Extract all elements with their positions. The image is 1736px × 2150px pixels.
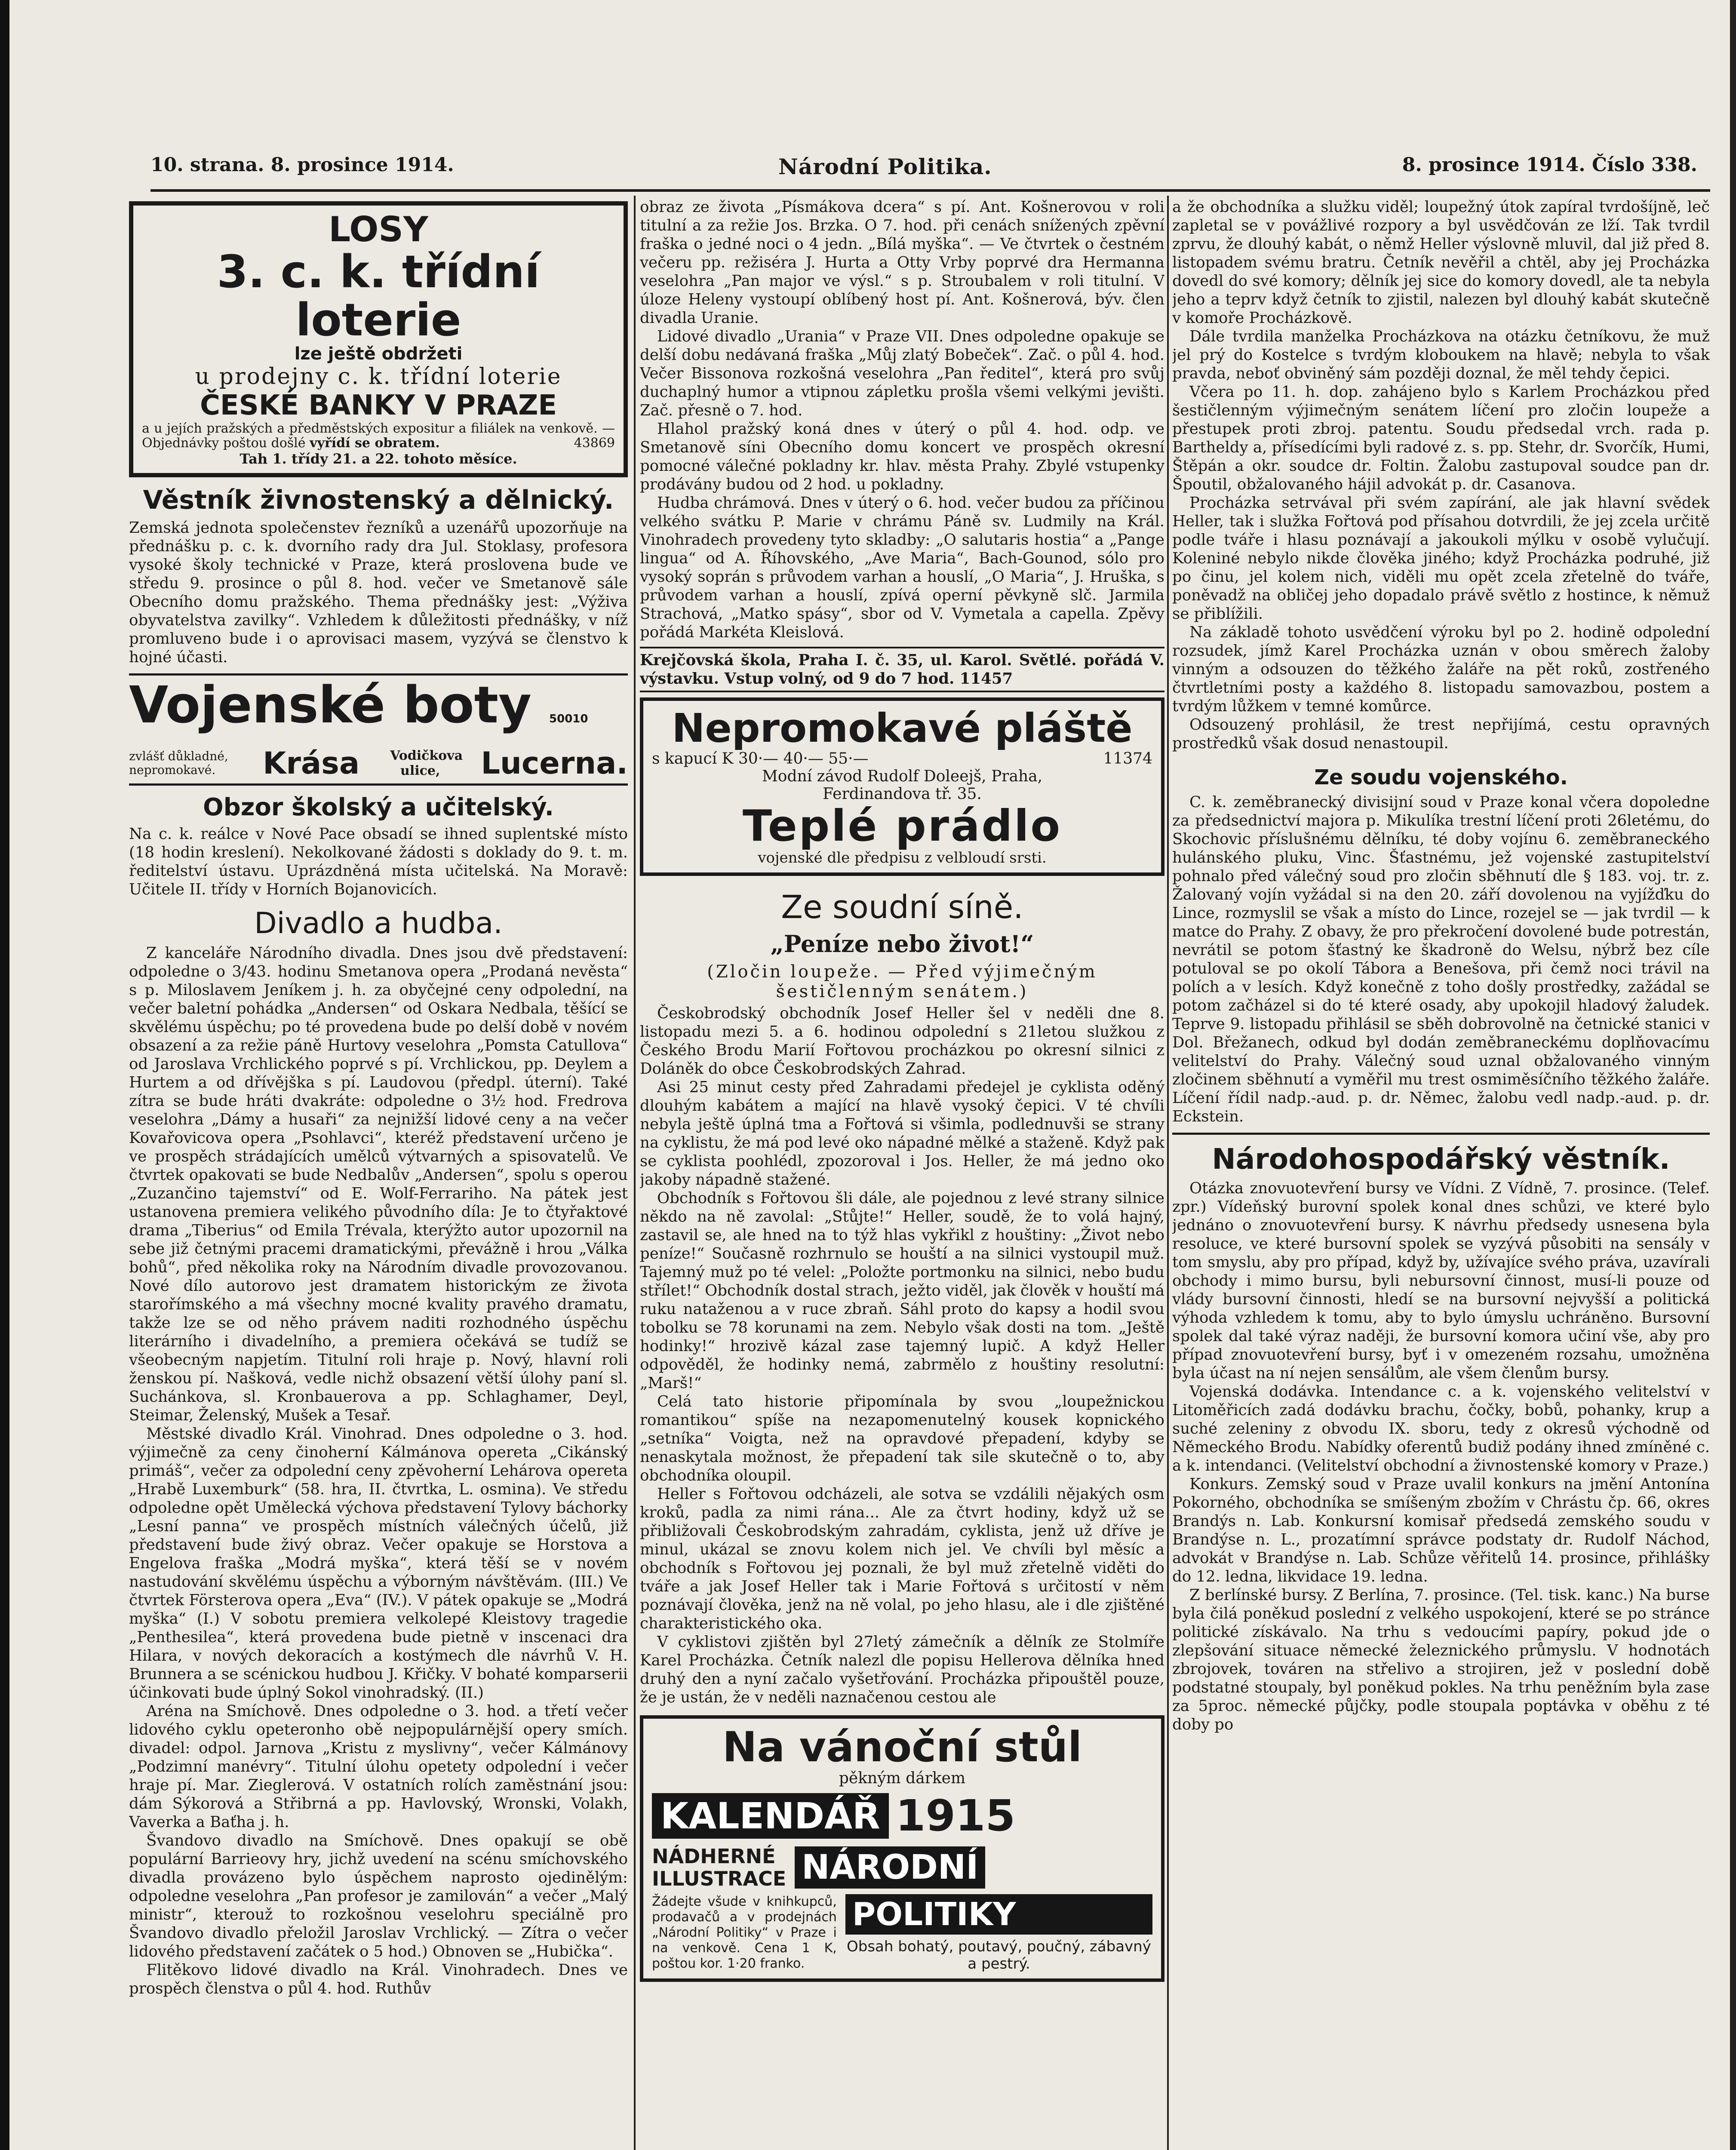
column-2: [640, 198, 1165, 2150]
article-soud-p4: Celá tato historie připomínala by svou „loupežnickou romantikou“ spíše na nezapomenutelný kousek kopnického „setníka“ Voigta, než na opravdové přepadení, kdyby se nenaskytala možnost, že přepadení tak sile skutečně o to, aby obchodníka oloupil.: [640, 1393, 1165, 1484]
article-berlinska-bursa: Z berlínské bursy. Z Berlína, 7. prosince. (Tel. tisk. kanc.) Na burse byla čilá poněkud poslední z velkého uspokojení, které se po stránce politické získávalo. Na trhu s vedoucími papíry, pokud jde o zlepšování situace německé železnického průmyslu. V hodnotách zbrojovek, továren na střelivo a strojiren, jež v poslední době podstatné stoupaly, byl poněkud pokles. Na trhu peněžním byla zase za 5proc. německé půjčky, podle stoupala poptávka v oběhu z té doby po: [1172, 1586, 1710, 1733]
article-soud-p2: Asi 25 minut cesty před Zahradami předejel je cyklista oděný dlouhým kabátem a mající na hlavě vysoký čepici. V té chvíli nebyla ještě úplná tma a Fořtová si všimla, podlednuvši se strany na cyklistu, že má pod levé oko nápadné mělké a staženě. Když pak se cyklista poohlédl, zpozoroval i Jos. Heller, že má jedno oko jakoby nápadně stažené.: [640, 1078, 1165, 1189]
column-rule-2: [1167, 196, 1169, 2150]
article-soud-p8: Včera po 11. h. dop. zahájeno bylo s Karlem Procházkou před šestičlenným výjimečným senátem líčení pro zločin loupeže a přestupek proti zbroj. patentu. Soudu předsedal vrch. rada p. Bartheldy a, přísedícími byli radové z. s. pp. Stehr, dr. Svorčík, Humi, Štěpán a okr. soudce dr. Foltin. Žalobu zastupoval soudce pan dr. Špoutil, obžalovaného hájil advokát p. dr. Casanova.: [1172, 383, 1710, 493]
masthead-title: Národní Politika.: [778, 154, 992, 179]
header-rule: [151, 189, 1710, 192]
ad-kal-row1: [652, 1791, 1152, 1841]
article-soud-p9: Procházka setrvával při svém zapírání, ale jak hlavní svědek Heller, tak i služka Fořtová pod přísahou dotvrdili, že jej zcela určitě podle tváře i hlasu poznávají a jakoukoli mýlku v osobě vylučují. Koleniné nebylo nikde člověka jiného; když Procházka podruhé, již po činu, jel kolem nich, viděli mu opět zcela zřetelně do tváře, poněvadž na obličej jeho dopadalo právě světlo z hostince, k němuž se přiblížili.: [1172, 494, 1710, 623]
section-title-divadlo: Divadlo a hudba.: [254, 906, 503, 940]
section-title-obzor: Obzor školský a učitelský.: [203, 793, 554, 821]
article-continued: obraz ze života „Písmákova dcera“ s pí. Ant. Košnerovou v roli titulní a za režie Jos. Brzka. O 7. hod. při cenách snížených zpěvní fraška o jedné noci o 4 jedn. „Bílá myška“. — Ve čtvrtek o čestném večeru pp. režiséra J. Hurta a Otty Vrby poprvé dra Hermanna veselohra „Pan major ve výsl.“ s p. Stroubalem v roli titulní. V úloze Heleny vystoupí oblíbený host pí. Ant. Košnerová, býv. člen divadla Uranie.: [640, 198, 1165, 327]
ad-kal-row3: [652, 1894, 1152, 1972]
article-divadlo-vinohrady: Městské divadlo Král. Vinohrad. Dnes odpoledne o 3. hod. výjimečně za ceny činoherní Kálmánova opereta „Cikánský primáš“, večer za odpolední ceny zpěvoherní Lehárova opereta „Hrabě Luxemburk“ (58. hra, II. čtvrtka, L. osmina). Ve středu odpoledne opět Umělecká výchova představení Tylovy báchorky „Lesní panna“ ve prospěch místních válečných účelů, již představení bude živý obraz. Večer opakuje se Horstova a Engelova fraška „Modrá myška“, která těší se v novém nastudování skvělému úspěchu a výborným návštěvám. (III.) Ve čtvrtek Försterova opera „Eva“ (IV.). V pátek opakuje se „Modrá myška“ (I.) V sobotu premiera velkolepé Kleistovy tragedie „Penthesilea“, která provedena bude pietně v inscenaci dra Hilara, v nových dekoracích a kostýmech dle návrhů V. H. Brunnera a se scénickou hudbou J. Křičky. V bohaté komparserii účinkovati bude úplný Sokol vinohradský. (II.): [129, 1425, 628, 1702]
ad-kal-nadherne: NÁDHERNÉ: [652, 1845, 776, 1868]
ad-losy-line3: lze ještě obdržeti: [294, 344, 463, 364]
ad-losy-bank: ČESKÉ BANKY V PRAZE: [200, 390, 557, 421]
ad-losy-lottery: 3. c. k. třídní loterie: [217, 246, 540, 346]
ad-kal-illustrace: ILLUSTRACE: [652, 1867, 787, 1890]
ad-kal-content: Obsah bohatý, poutavý, poučný, zábavný a pestrý.: [847, 1938, 1151, 1972]
ad-losy: [129, 201, 628, 477]
article-soud-p5: Heller s Fořtovou odcházeli, ale sotva se vzdálili nějakých osm kroků, padla za nimi rána... Ale za čtvrt hodiny, když už se přibližovali Českobrodským zahradám, cyklista, jenž už dříve je minul, ukázal se znovu kolem nich jel. Ve chvíli byl měsíc a obchodník s Fořtovou jej poznali, že byl muž zřetelně viděti do tváře a jak Josef Heller tak i Marie Fořtová s určitostí v něm poznávají člověka, jenž na ně volal, po jeho hlasu, ale i dle zjištěné charakteristického oka.: [640, 1485, 1165, 1632]
article-bursa-viden: Otázka znovuotevření bursy ve Vídni. Z Vídně, 7. prosince. (Telef. zpr.) Vídeňský burovní spolek konal dnes schůzi, ve které bylo jednáno o znovuotevření bursy. K návrhu předsedy usnesena byla resoluce, ve které bursovní spolek se vyzývá působiti na sensály v tom smyslu, aby pro případ, když by, užívajíce svého práva, uzavírali obchody i mimo bursu, byli nebursovní činnost, musí-li pouze od vlády bursovní činnosti, hledí se na bursovní nejvyšší a politická výhoda vzhledem k tomu, aby to bylo úmyslu uchráněno. Bursovní spolek dal také výraz naději, že bursovní komora učiní vše, aby pro případ znovuotevření bursy, byť i v omezeném rozsahu, umožněna byla účast na ní nejen sensálům, ale všem členům bursy.: [1172, 1179, 1710, 1382]
article-soud-continued: a že obchodníka a služku viděl; loupežný útok zapíral tvrdošíjně, leč zapletal se v povážlivé rozpory a byl usvědčován ze lží. Tak tvrdil zprvu, že dlouhý kabát, o němž Heller výslovně mluvil, dal již před 8. listopadem svému bratru. Četník nevěřil a chtěl, aby jej Procházka dovedl do své komory; dělník jej sice do komory dovedl, ale ta nebyla jeho a teprv když četník to zjistil, nalezen byl dlouhý kabát skutečně v komoře Procházkově.: [1172, 198, 1710, 327]
article-hlahol: Hlahol pražský koná dnes v úterý o půl 4. hod. odp. ve Smetanově síni Obecního domu koncert ve prospěch okresní pomocné válečné pokladny kr. hlav. města Prahy. Zbylé vstupenky prodávány budou od 2 hod. u pokladny.: [640, 420, 1165, 493]
article-svandovo: Švandovo divadlo na Smíchově. Dnes opakují se obě populární Barrieovy hry, jichž uvedení na scénu smíchovského divadla provázeno bylo úspěchem naprosto ojedinělým: odpoledne veselohra „Pan profesor je zamilován“ a večer „Malý ministr“, kterouž to rozkošnou veselohru speciálně pro Švandovo divadlo přeložil Jaroslav Vrchlický. — Zítra o večer lidového představení začátek o 5 hod.) Obnoven se „Hubička“.: [129, 1832, 628, 1960]
ad-boty-row: [129, 746, 628, 781]
ad-losy-draw: Tah 1. třídy 21. a 22. tohoto měsíce.: [240, 451, 517, 467]
article-soud-p6: V cyklistovi zjištěn byl 27letý zámečník a dělník ze Stolmíře Karel Procházka. Četník nalezl dle popisu Hellerova dělníka hned druhý den a nyní začalo vyšetřování. Procházka připouštěl pouze, že je ustán, že v neděli naznačenou cestou ale: [640, 1633, 1165, 1706]
article-obzor: Na c. k. reálce v Nové Pace obsadí se ihned suplentské místo (18 hodin kreslení). Nekolkované žádosti s doklady do 9. t. m. ředitelství ústavu. Uprázdněná místa učitelská. Na Moravě: Učitele II. třídy v Horních Bojanovicích.: [129, 825, 628, 898]
ad-plaste-prices: s kapucí K 30·— 40·— 55·— 11374: [652, 750, 1152, 768]
ad-kal-politiky: POLITIKY: [845, 1894, 1152, 1935]
ad-losy-line4: u prodejny c. k. třídní loterie: [195, 364, 562, 390]
article-urania: Lidové divadlo „Urania“ v Praze VII. Dnes odpoledne opakuje se delší dobu nedávaná fraška „Můj zlatý Bobeček“. Zač. o půl 4. hod. Večer Bissonova rozkošná veselohra „Pan ředitel“, která pro svůj duchaplný humor a vtipnou zápletku prošla všemi velkými jevišti. Zač. přesně o 7. hod.: [640, 328, 1165, 419]
ad-boty-street: Vodičkova ulice,: [390, 748, 463, 778]
article-soud-p1: Českobrodský obchodník Josef Heller šel v neděli dne 8. listopadu mezi 5. a 6. hodinou odpolední s 21letou služkou z Českého Brodu Marií Fořtovou procházkou po okresní silnici z Doláněk do obce Českobrodských Zahrad.: [640, 1004, 1165, 1078]
ad-boty-small: zvlášť důkladné, nepromokavé.: [129, 749, 228, 777]
column-rule-1: [634, 196, 636, 2150]
ad-boty-brand: Krása: [263, 746, 360, 781]
ad-prado-title: Teplé prádlo: [742, 801, 1062, 851]
ad-prado-note: vojenské dle předpisu z velbloudí srsti.: [758, 849, 1047, 866]
ad-kal-year: 1915: [895, 1791, 1016, 1841]
ad-plaste-street: Ferdinandova tř. 35.: [823, 785, 982, 803]
rule-nar: [1172, 1133, 1710, 1135]
scan-border-right: [1730, 0, 1736, 2150]
ad-boty-title: Vojenské boty 50010: [129, 675, 588, 734]
issue-date-number: 8. prosince 1914. Číslo 338.: [1402, 154, 1697, 176]
article-arena-smichov: Aréna na Smíchově. Dnes odpoledne o 3. hod. a třetí večer lidového cyklu opeteronho obě nejpopulárnější opery smích. divadel: odpol. Jarnova „Kristu z myslivny“, večer Kálmánovy „Podzimní manévry“. Titulní úlohu opetety odpolední i večer hraje pí. Mar. Zieglerová. V ostatních rolích zaměstnání jsou: dám Sýkorová a Střibrná a pp. Havlovský, Wronski, Volakh, Vaverka a Baťha j. h.: [129, 1702, 628, 1831]
ad-kal-kalendar: KALENDÁŘ: [652, 1793, 889, 1839]
ad-kal-title: Na vánoční stůl: [722, 1723, 1082, 1771]
section-title-vestnik: Věstník živnostenský a dělnický.: [143, 485, 614, 515]
article-soud-p11: Odsouzený prohlásil, že trest nepřijímá, cestu opravných prostředků však dosud nenastoupil.: [1172, 716, 1710, 752]
ad-boty-place: Lucerna.: [481, 746, 628, 781]
soud-headline: „Peníze nebo život!“: [770, 930, 1034, 958]
column-3: [1172, 198, 1710, 2150]
section-title-vojensky-soud: Ze soudu vojenského.: [1314, 765, 1568, 789]
article-soud-p3: Obchodník s Fořtovou šli dále, ale pojednou z levé strany silnice někdo na ně zavolal: „Stůjte!“ Heller, soudě, že to volá hajný, zastavil se, ale hned na to týž hlas vykřikl z houštiny: „Život nebo peníze!“ Současně rozhrnulo se houští a na silnici vystoupil muž. Tajemný muž po té velel: „Položte portmonku na silnici, nebo budu střílet!“ Obchodník dostal strach, ježto viděl, jak člověk v houští má ruku nataženou a v ruce zbraň. Sáhl proto do kapsy a hodil svou tobolku se 78 korunami na zem. Nebylo však dosti na tom. „Ještě hodinky!“ hrozivě kázal zase tajemný lupič. A když Heller odpověděl, že hodinky nemá, zabrmělo z houštiny resolutní: „Marš!“: [640, 1189, 1165, 1392]
scan-border-left: [0, 0, 9, 2150]
article-vestnik: Zemská jednota společenstev řezníků a uzenářů upozorňuje na přednášku p. c. k. dvorního rady dra Jul. Stoklasy, profesora vysoké školy technické v Praze, která proslovena bude ve středu 9. prosince o půl 8. hod. večer ve Smetanově sále Obecního domu pražského. Thema přednášky jest: „Výživa obyvatelstva zavilky“. Vzhledem k důležitosti přednášky, v níž promluveno bude i o aprovisaci masem, vyzývá se členstvo k hojné účasti.: [129, 519, 628, 666]
ad-kal-sub: pěkným dárkem: [839, 1769, 966, 1787]
ad-kal-order: Žádejte všude v knihkupců, prodavačů a v prodejnách „Národní Politiky“ v Praze i na venkově. Cena 1 K, poštou kor. 1·20 franko.: [652, 1894, 837, 1971]
article-hudba: Hudba chrámová. Dnes v úterý o 6. hod. večer budou za příčinou velkého svátku P. Marie v chrámu Páně sv. Ludmily na Král. Vinohradech provedeny tyto skladby: „O salutaris hostia“ a „Pange lingua“ od A. Říhovského, „Ave Maria“, Bach-Gounod, sólo pro vysoký soprán s průvodem varhan a houslí, „O Maria“, J. Hruška, s průvodem varhan a houslí, zpívá operní pěvkyně slč. Jarmila Strachová, „Matko spásy“, sbor od V. Vymetala a capella. Zpěvy pořádá Markéta Kleislová.: [640, 494, 1165, 641]
article-vojensky-soud: C. k. zeměbranecký divisijní soud v Praze konal včera dopoledne za předsednictví majora p. Mikulíka trestní líčení proti 26letému, do Skochovic příslušnému dělníku, té doby vojínu 6. zeměbraneckého hulánského pluku, Vinc. Šťastnému, jež vojenské zastupitelství pohnalo před válečný soud pro zločin sběhnutí dle § 183. voj. tr. z. Žalovaný vojín vyžádal si na den 20. září dovolenou na vyjížďku do Lince, rozmyslil se však a místo do Lince, rozejel se — jak tvrdil — k matce do Prahy. Z obavy, že pro překročení dovolené bude potrestán, nevrátil se potom šťastný ke škadroně do Welsu, nýbrž bez cíle potuloval se po okolí Tábora a Benešova, při čemž noci trávil na polích a v lesích. Když konečně z toho došly prostředky, zažádal se potom začházel si do té které osady, aby upokojil hladový žaludek. Teprve 9. listopadu přihlásil se sběh dobrovolně na četnické stanici v Dol. Břežanech, odkud byl dodán zeměbraneckému doplňovacímu velitelství do Prahy. Válečný soud uznal obžalovaného vinným zločinem sběhnutí a vyměřil mu trest osmiměsíčního těžkého žaláře. Líčení řídil nadp.-aud. p. dr. Němec, žalobu vedl nadp.-aud. p. dr. Eckstein.: [1172, 793, 1710, 1125]
ad-krejci: Krejčovská škola, Praha I. č. 35, ul. Karol. Světlé. pořádá V. výstavku. Vstup volný, od 9 do 7 hod. 11457: [640, 647, 1165, 692]
page-header: [151, 154, 1706, 184]
section-title-soud: Ze soudní síně.: [781, 889, 1023, 926]
ad-boty: [129, 673, 628, 786]
article-vojenska-dodavka: Vojenská dodávka. Intendance c. a k. vojenského velitelství v Litoměřicích zadá dodávku brachu, čočky, bobů, pohanky, krup a suché zeleniny z obvodu IX. sboru, tedy z okresů východně od Německého Brodu. Nabídky oferentů budiž podány ihned zmíněné c. a k. intendanci. (Velitelství obchodní a živnostenské komory v Praze.): [1172, 1383, 1710, 1474]
article-divadlo-narodni: Z kanceláře Národního divadla. Dnes jsou dvě představení: odpoledne o 3/43. hodinu Smetanova opera „Prodaná nevěsta“ s p. Miloslavem Jeníkem j. h. za obyčejné ceny odpolední, na večer baletní pohádka „Andersen“ od Oskara Nedbala, těšící se skvělému úspěchu; po té provedena bude po delší době v novém obsazení a za režie páně Hurtovy veselohra „Pomsta Catullova“ od Jaroslava Vrchlického poprvé s pí. Vrchlickou, pp. Deylem a Hurtem a od dřívějška s pí. Laudovou (předpl. úterní). Také zítra se bude hráti dvakráte: odpoledne o 3½ hod. Fredrova veselohra „Dámy a husaři“ za nejnižší lidové ceny a na večer Kovařovicova opera „Psohlavci“, kteréž představení určeno je ve prospěch strádajících umělců výtvarných a spisovatelů. Ve čtvrtek opakovati se bude Nedbalův „Andersen“, spolu s operou „Zuzančino tajemství“ od E. Wolf-Ferrarihо. Na pátek jest ustanovena premiera velikého původního díla: Je to čtyřaktové drama „Tiberius“ od Emila Trévala, kterýžto autor upozornil na sebe již četnými pracemi dramatickými, převážně i hrou „Válka bohů“, před několika roky na Národním divadle provozovanou. Nové dílo autorovo jest dramatem historickým ze života starořímského a má všechny mocné kvality pravého dramatu, takže lze se od něho právem naditi rozhodného úspěchu literárního i divadelního, a premiera očekává se tudíž se všeobecným napjetím. Titulní roli hraje p. Nový, hlavní roli ženskou pí. Našková, vedle nichž obsazení větší úlohy paní sl. Suchánkova, sl. Kronbauerova a pp. Schlaghamer, Deyl, Steimar, Želenský, Mušek a Tesař.: [129, 944, 628, 1424]
ad-kalendar: [640, 1715, 1165, 1982]
article-flitek: Flitěkovo lidové divadlo na Král. Vinohradech. Dnes ve prospěch členstva o půl 4. hod. Ruthův: [129, 1961, 628, 1997]
ad-kal-row2: [652, 1845, 1152, 1890]
column-1: [129, 198, 628, 2150]
article-soud-p7: Dále tvrdila manželka Procházkova na otázku četníkovu, že muž jel prý do Kostelce s tvrdým kloboukem na hlavě; nebyla to však pravda, neboť obviněný sám později doznal, že měl tehdy čepici.: [1172, 328, 1710, 382]
ad-losy-note: a u jejích pražských a předměstských expositur a filiálek na venkově. — Objednávky poštou došlé vyřídí se obratem. 43869: [142, 421, 615, 451]
ad-plaste: [640, 697, 1165, 876]
ad-plaste-title: Nepromokavé pláště: [672, 705, 1133, 751]
article-konkurs: Konkurs. Zemský soud v Praze uvalil konkurs na jmění Antonína Pokorného, obchodníka se smíšeným zbožím v Chrástu čp. 66, okres Brandýs n. Lab. Konkursní komisař předsedá zemského soudu v Brandýse n. L., prozatímní správce podstaty dr. Rudolf Náchod, advokát v Brandýse n. Lab. Schůze věřitelů 14. prosince, přihlášky do 12. ledna, likvidace 19. ledna.: [1172, 1475, 1710, 1585]
page-number-date: 10. strana. 8. prosince 1914.: [151, 154, 454, 176]
ad-kal-narodni: NÁRODNÍ: [795, 1846, 985, 1889]
ad-plaste-firm: Modní závod Rudolf Doleejš, Praha,: [762, 768, 1043, 785]
section-title-narodohospodarsky: Národohospodářský věstník.: [1212, 1143, 1670, 1176]
soud-subheadline: (Zločin loupeže. — Před výjimečným šestičlenným senátem.): [707, 962, 1097, 1001]
article-soud-p10: Na základě tohoto usvědčení výroku byl po 2. hodině odpolední rozsudek, jímž Karel Procházka uznán v obou směrech žaloby vinným a odsouzen do těžkého žaláře na pět roků, zostřeného čtvrtletními posty a každého 8. listopadu samovazbou, postem a tvrdým lůžkem v temné komůrce.: [1172, 624, 1710, 715]
ad-losy-title: LOSY: [329, 209, 428, 249]
